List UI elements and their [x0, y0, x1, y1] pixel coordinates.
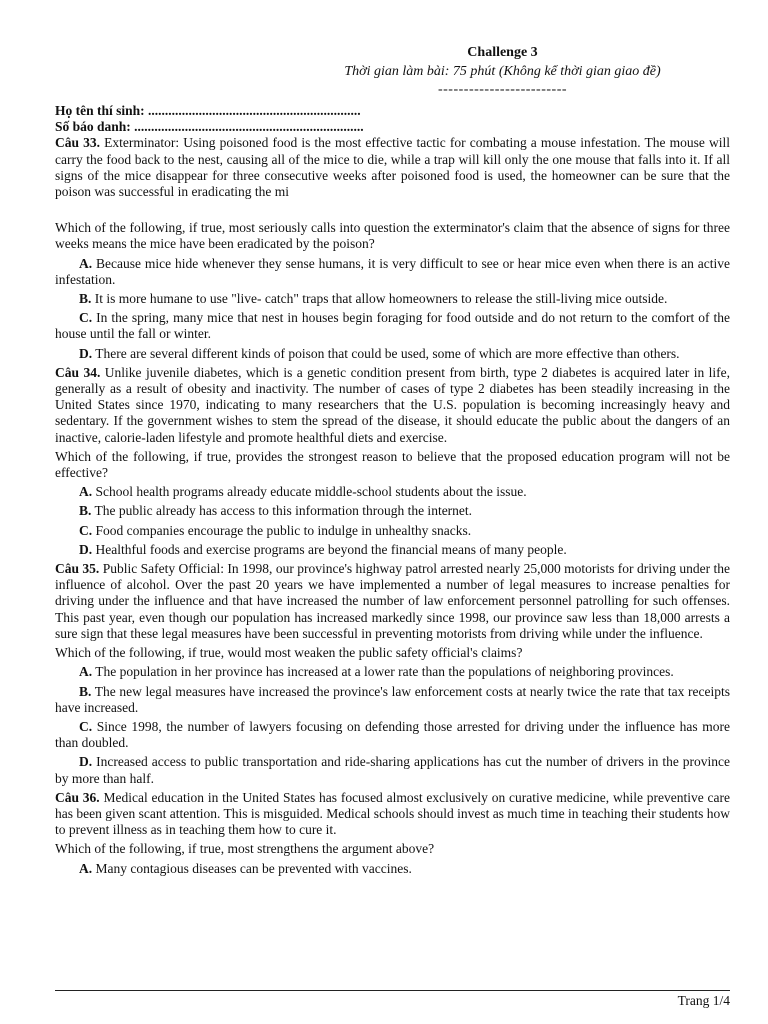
option-text: Since 1998, the number of lawyers focusing on defending those arrested for driving under the influence has more than doubled. [55, 718, 730, 751]
option-text: There are several different kinds of poison that could be used, some of which are more effective than others. [95, 345, 680, 361]
exam-time: Thời gian làm bài: 75 phút (Không kể thời gian giao đề) [344, 64, 661, 79]
option-text: The public already has access to this information through the internet. [94, 503, 473, 519]
option-text: Healthful foods and exercise programs are beyond the financial means of many people. [95, 541, 567, 557]
option-b [55, 684, 730, 716]
option-c [55, 310, 730, 342]
option-text: The population in her province has increased at a lower rate than the populations of neighboring provinces. [95, 664, 674, 680]
option-b [55, 503, 730, 519]
question-34-prompt: Which of the following, if true, provides the strongest reason to believe that the proposed education program will not be effective? [55, 448, 730, 481]
option-letter: C. [79, 522, 93, 538]
option-text: Food companies encourage the public to indulge in unhealthy snacks. [95, 522, 472, 538]
header-divider: ------------------------- [437, 82, 568, 97]
option-letter: B. [79, 683, 92, 699]
option-a [55, 256, 730, 288]
question-34-passage [55, 365, 730, 446]
student-name-line: Họ tên thí sinh: ............................................................... [55, 103, 361, 118]
option-c [55, 523, 730, 539]
option-letter: D. [79, 754, 93, 770]
option-letter: A. [79, 860, 93, 876]
option-text: Many contagious diseases can be prevented with vaccines. [95, 860, 412, 876]
option-text: It is more humane to use "live- catch" traps that allow homeowners to release the still-living mice outside. [94, 291, 668, 307]
question-35-prompt: Which of the following, if true, would most weaken the public safety official's claims? [55, 645, 523, 661]
passage-text: Unlike juvenile diabetes, which is a genetic condition present from birth, type 2 diabetes is acquired later in life, generally as a result of obesity and inactivity. The number of cases of type 2 diabetes has been steadily increasing in the United States since 1970, indicating to many researchers that the U.S. population is becoming increasingly heavy and sedentary. If the government wishes to stem the spread of the disease, it should educate the public about the dangers of an inactive, calorie-laden lifestyle and promote healthful diets and exercise. [55, 364, 730, 445]
option-a [55, 861, 730, 877]
option-letter: D. [79, 345, 93, 361]
option-letter: D. [79, 541, 93, 557]
option-letter: B. [79, 503, 92, 519]
option-text: The new legal measures have increased the province's law enforcement costs at nearly twice the rate that tax receipts have increased. [55, 683, 730, 715]
question-33-passage [55, 135, 730, 200]
option-d [55, 542, 730, 558]
page-number: Trang 1/4 [677, 993, 730, 1008]
question-number: Câu 33. [55, 135, 100, 151]
option-letter: A. [79, 484, 93, 500]
option-d [55, 754, 730, 786]
option-letter: C. [79, 310, 93, 326]
option-letter: A. [79, 255, 93, 271]
option-text: In the spring, many mice that nest in houses begin foraging for food outside and do not return to the comfort of the house until the fall or winter. [55, 310, 731, 342]
option-a [55, 664, 730, 680]
question-36-prompt: Which of the following, if true, most strengthens the argument above? [55, 841, 435, 857]
passage-text: Medical education in the United States has focused almost exclusively on curative medicine, while preventive care has been given scant attention. This is misguided. Medical schools should invest as much time in teaching their students how to prevent illness as in teaching them how to cure it. [55, 789, 731, 838]
option-a [55, 484, 730, 500]
question-number: Câu 34. [55, 364, 101, 380]
option-text: School health programs already educate middle-school students about the issue. [95, 484, 527, 500]
exam-title: Challenge 3 [467, 45, 538, 60]
question-36-passage [55, 790, 730, 839]
footer-divider [55, 990, 730, 991]
question-35-passage [55, 561, 730, 642]
exam-body [55, 103, 730, 877]
option-letter: A. [79, 664, 93, 680]
option-letter: C. [79, 718, 93, 734]
option-c [55, 719, 730, 751]
option-b [55, 291, 730, 307]
option-letter: B. [79, 291, 92, 307]
option-d [55, 346, 730, 362]
document-page [55, 0, 730, 1024]
question-33-prompt: Which of the following, if true, most seriously calls into question the exterminator's claim that the absence of signs for three weeks means the mice have been eradicated by the poison? [55, 220, 730, 252]
option-text: Because mice hide whenever they sense humans, it is very difficult to see or hear mice even when there is an active infestation. [55, 255, 730, 287]
question-number: Câu 36. [55, 789, 100, 805]
option-text: Increased access to public transportation and ride-sharing applications has cut the number of drivers in the province by more than half. [55, 754, 731, 786]
student-id-line: Số báo danh: .................................................................... [55, 119, 364, 135]
passage-text: Exterminator: Using poisoned food is the most effective tactic for combating a mouse infestation. The mouse will carry the food back to the nest, causing all of the mice to die, while a trap will kill only the one mouse that falls into it. If all signs of the mice disappear for three consecutive weeks after poisoned food is used, the homeowner can be sure that the poison was successful in eradicating the mi [55, 135, 730, 200]
passage-text: Public Safety Official: In 1998, our province's highway patrol arrested nearly 25,000 motorists for driving under the influence of alcohol. Over the past 20 years we have implemented a number of legal measures to increase penalties for driving under the influence and that have increased the number of law enforcement personnel patrolling for such offenses. This past year, even though our population has increased markedly since 1998, our province saw less than 18,000 arrests a sure sign that these legal measures have been successful in preventing motorists from driving while under the influence. [55, 561, 730, 641]
question-number: Câu 35. [55, 561, 100, 577]
